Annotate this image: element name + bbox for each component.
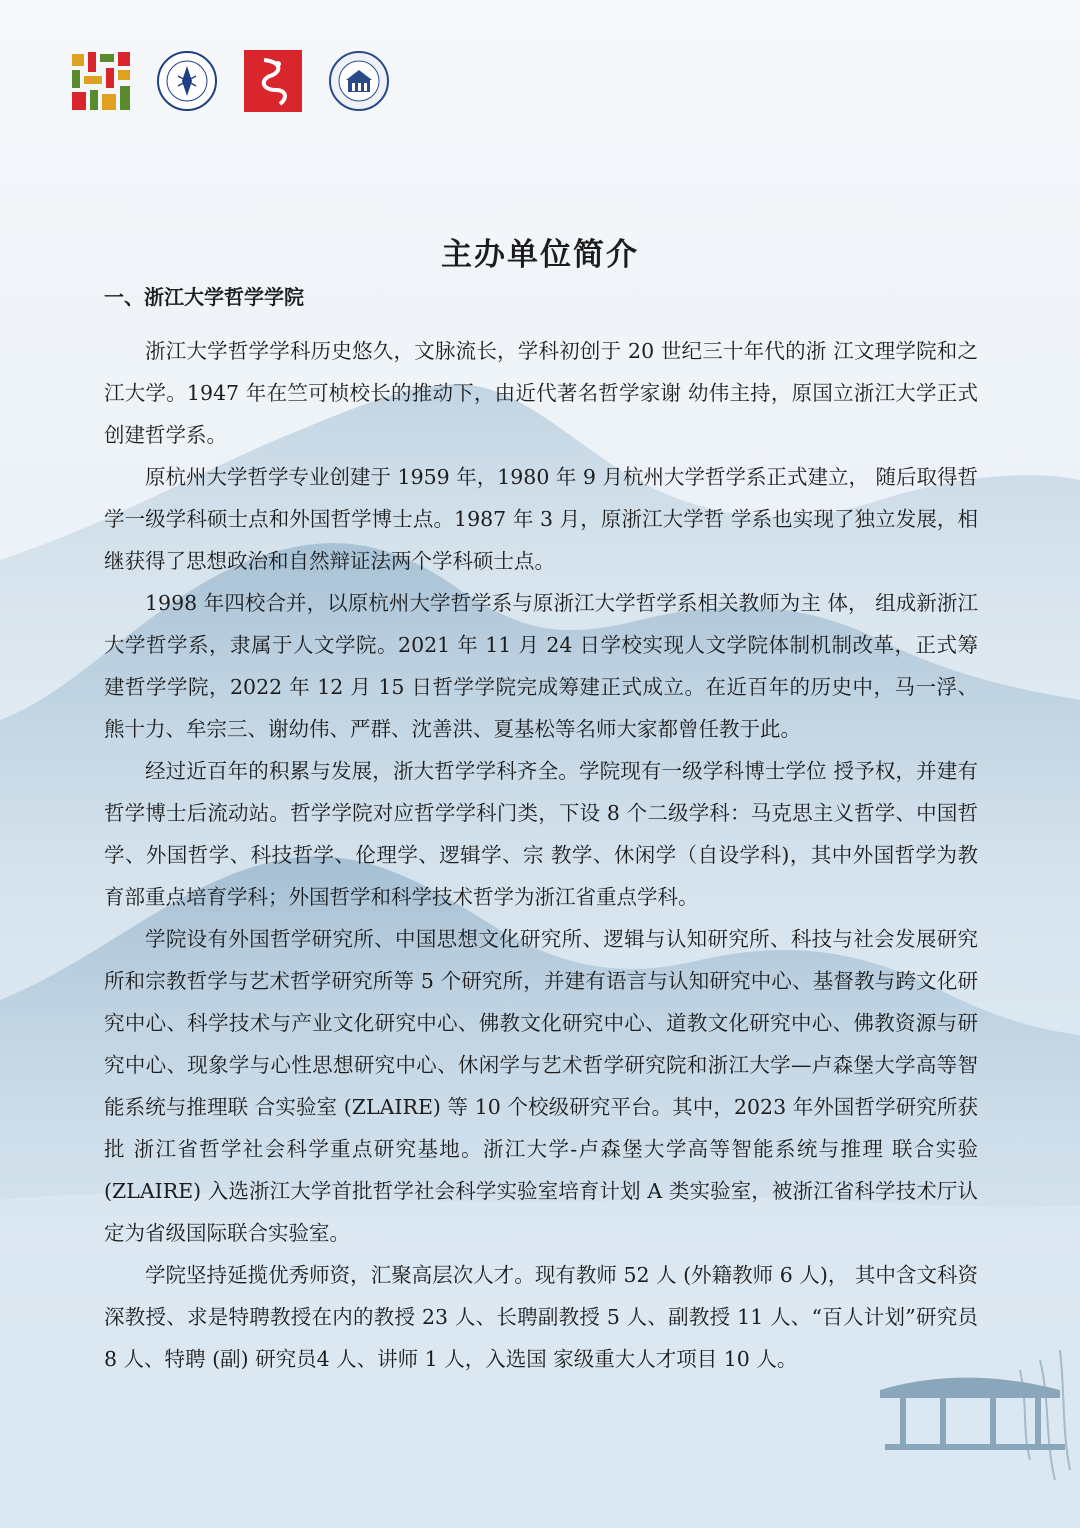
- university-seal-logo: [328, 50, 390, 112]
- paragraph: 经过近百年的积累与发展，浙大哲学学科齐全。学院现有一级学科博士学位 授予权，并建有哲学博士后流动站。哲学学院对应哲学学科门类，下设 8 个二级学科：马克思主义哲学、中国哲学、外国哲学、科技哲学、伦理学、逻辑学、宗 教学、休闲学（自设学科)，其中外国哲学为教育部重点培育学科；外国哲学和科学技术哲学为浙江省重点学科。: [104, 759, 978, 909]
- paragraph: 1998 年四校合并，以原杭州大学哲学系与原浙江大学哲学系相关教师为主 体， 组成新浙江大学哲学系，隶属于人文学院。2021 年 11 月 24 日学校实现人文学院体制机制改革，正式筹建哲学学院，2022 年 12 月 15 日哲学学院完成筹建正式成立。在近百年的历史中，马一浮、熊十力、牟宗三、谢幼伟、严群、沈善洪、夏基松等名师大家都曾任教于此。: [104, 591, 978, 741]
- red-emblem-logo: [242, 50, 304, 112]
- paragraph: 浙江大学哲学学科历史悠久，文脉流长，学科初创于 20 世纪三十年代的浙 江文理学院和之江大学。1947 年在竺可桢校长的推动下，由近代著名哲学家谢 幼伟主持，原国立浙江大学正式创建哲学系。: [104, 339, 978, 447]
- paragraph: 学院设有外国哲学研究所、中国思想文化研究所、逻辑与认知研究所、科技与社会发展研究所和宗教哲学与艺术哲学研究所等 5 个研究所，并建有语言与认知研究中心、基督教与跨文化研究中心、科学技术与产业文化研究中心、佛教文化研究中心、道教文化研究中心、佛教资源与研究中心、现象学与心性思想研究中心、休闲学与艺术哲学研究院和浙江大学—卢森堡大学高等智能系统与推理联 合实验室 (ZLAIRE) 等 10 个校级研究平台。其中，2023 年外国哲学研究所获批 浙江省哲学社会科学重点研究基地。浙江大学-卢森堡大学高等智能系统与推理 联合实验 (ZLAIRE) 入选浙江大学首批哲学社会科学实验室培育计划 A 类实验室，被浙江省科学技术厅认定为省级国际联合实验室。: [104, 927, 978, 1245]
- logo-bar: [70, 50, 390, 114]
- section-heading: 一、浙江大学哲学学院: [104, 285, 304, 309]
- conference-mosaic-logo: [70, 50, 132, 112]
- body-text: [104, 330, 978, 1380]
- zhejiang-university-logo: [156, 50, 218, 112]
- paragraph: 原杭州大学哲学专业创建于 1959 年，1980 年 9 月杭州大学哲学系正式建立， 随后取得哲学一级学科硕士点和外国哲学博士点。1987 年 3 月，原浙江大学哲 学系也实现了独立发展，相继获得了思想政治和自然辩证法两个学科硕士点。: [104, 465, 978, 573]
- page-title: 主办单位简介: [441, 236, 639, 273]
- paragraph: 学院坚持延揽优秀师资，汇聚高层次人才。现有教师 52 人 (外籍教师 6 人)， 其中含文科资深教授、求是特聘教授在内的教授 23 人、长聘副教授 5 人、副教授 11 人、“百人计划”研究员 8 人、特聘 (副) 研究员4 人、讲师 1 人，入选国 家级重大人才项目 10 人。: [104, 1263, 978, 1371]
